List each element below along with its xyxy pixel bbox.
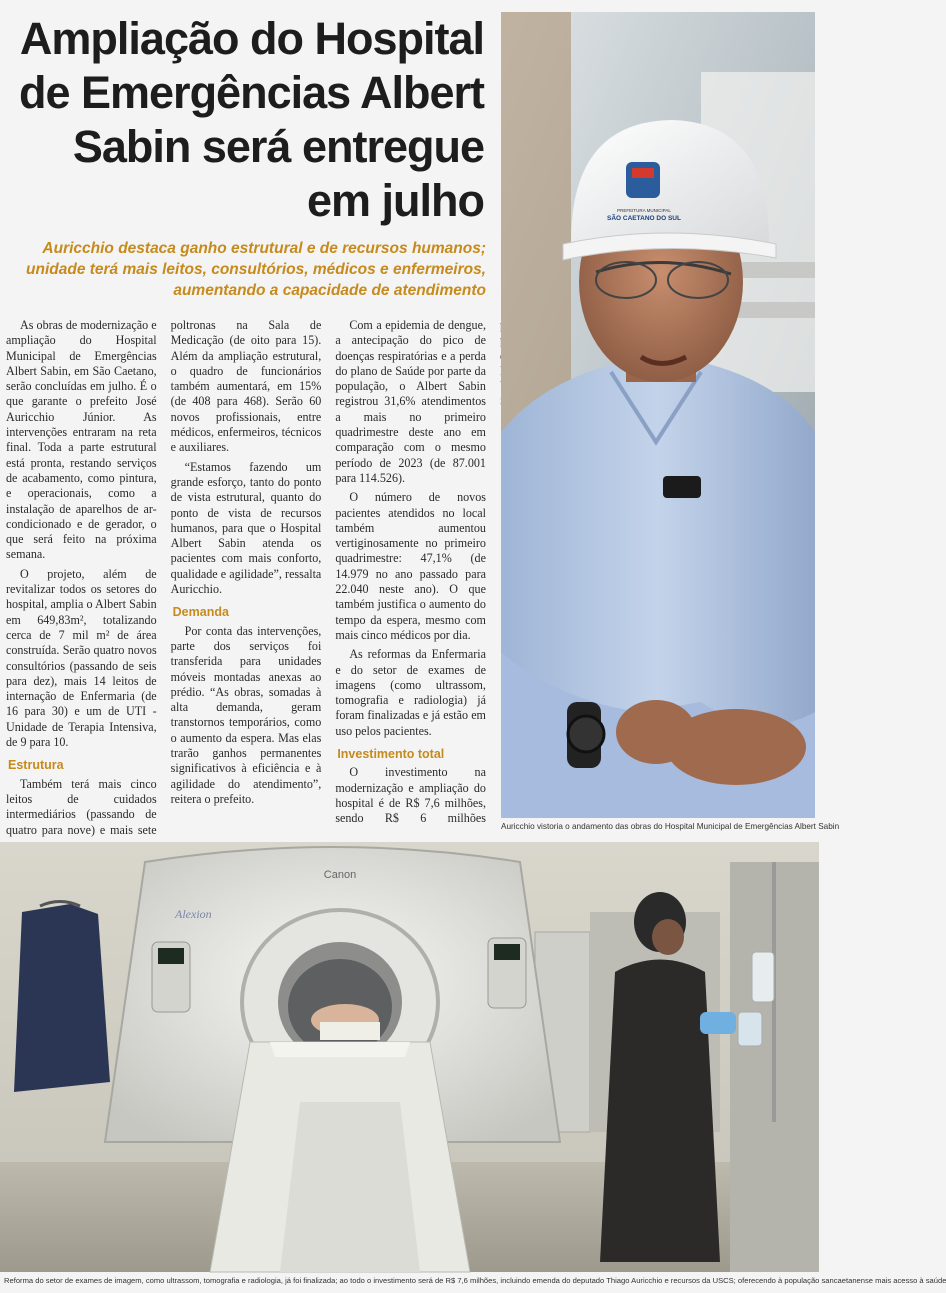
photo-mayor-hardhat	[501, 12, 815, 818]
brand-canon: Canon	[323, 869, 357, 881]
helmet-text: SÃO CAETANO DO SUL	[607, 215, 681, 222]
photo-ct-scanner	[0, 842, 819, 1272]
caption-bottom-photo: Reforma do setor de exames de imagem, como ultrassom, tomografia e radiologia, já foi finalizada; ao todo o investimento será de R$ 7,6 milhões, incluindo emenda do deputado Thiago Auricchio e recursos da USCS; oferecendo à população sancaetanense mais acesso à saúde	[4, 1276, 946, 1285]
paragraph: Com a epidemia de dengue, a antecipação do pico de doenças respiratórias e a perda do plano de Saúde por parte da população, o Albert Sabin registrou 31,6% atendimentos a mais no primeiro quadrimestre deste ano em comparação com o mesmo período de 2023 (de 87.001 para 114.526).	[335, 318, 486, 485]
subheadline: Auricchio destaca ganho estrutural e de recursos humanos; unidade terá mais leitos, consultórios, médicos e enfermeiros, aumentando a capacidade de atendimento	[26, 240, 486, 299]
brand-model: Alexion	[175, 907, 212, 921]
section-heading-investimento: Investimento total	[337, 747, 445, 762]
paragraph: Por conta das intervenções, parte dos serviços foi transferida para unidades móveis montadas anexas ao prédio. “As obras, somadas à alta demanda, geram transtornos temporários, como o aumento da espera. Mas elas trarão ganhos permanentes significativos à eficiência e à agilidade do atendimento”, reitera o prefeito.	[170, 623, 322, 806]
headline: Ampliação do Hospital de Emergências Albert Sabin será entregue em julho	[18, 13, 484, 226]
paragraph: “Estamos fazendo um grande esforço, tanto do ponto de vista estrutural, quanto do ponto de vista de recursos humanos, para que o Hospital Albert Sabin atenda os pacientes com mais conforto, qualidade e agilidade”, ressalta Auricchio.	[170, 459, 322, 597]
paragraph: O número de novos pacientes atendidos no local também aumentou vertiginosamente no primeiro quadrimestre: 47,1% (de 14.979 no ano passado para 22.040 neste ano). O que também justifica o aumento do tempo da espera, mesmo com mais cinco médicos por dia.	[335, 490, 486, 642]
paragraph: As obras de modernização e ampliação do Hospital Municipal de Emergências Albert Sabin, em São Caetano, serão concluídas em julho. É o que garante o prefeito José Auricchio Júnior. As intervenções entraram na reta final. Toda a parte estrutural está pronta, restando serviços de acabamento, como pintura, e operacionais, como a instalação de aparelhos de ar-condicionado e de gerador, o que será feito na próxima semana.	[6, 318, 157, 562]
article-body	[6, 318, 486, 838]
paragraph: O projeto, além de revitalizar todos os setores do hospital, amplia o Albert Sabin em 649,83m², totalizando cerca de 7 mil m² de área construída. Serão quatro novos consultórios (passando de seis para dez), mais 14 leitos de internação de Enfermaria (de 16 para 30) e um de UTI - Unidade de Terapia Intensiva, de 9 para 10.	[6, 566, 157, 750]
section-heading-estrutura: Estrutura	[8, 758, 64, 773]
paragraph: Também terá mais cinco leitos de cuidados intermediários (passando de quatro para nove) e mais sete poltronas na Sala de Medicação (de oito para 15). Além da ampliação estrutural, o quadro de funcionários também aumentará, em 15% (de 408 para 468). Serão 60 novos profissionais, entre médicos, enfermeiros, técnicos e auxiliares.	[6, 318, 322, 837]
paragraph: As reformas da Enfermaria e do setor de exames de imagens (como ultrassom, tomografia e radiologia) já foram finalizadas e já estão em uso pelos pacientes.	[335, 647, 486, 738]
paragraph: O investimento na modernização e ampliação do hospital é de R$ 7,6 milhões, sendo R$ 6 milhões	[335, 765, 486, 826]
helmet-text-small: PREFEITURA MUNICIPAL	[617, 208, 671, 213]
caption-top-photo: Auricchio vistoria o andamento das obras do Hospital Municipal de Emergências Albert Sabin	[501, 822, 840, 831]
section-heading-demanda: Demanda	[172, 605, 229, 620]
photo-ct-illustration	[0, 842, 819, 1272]
photo-mayor-illustration	[501, 12, 815, 818]
